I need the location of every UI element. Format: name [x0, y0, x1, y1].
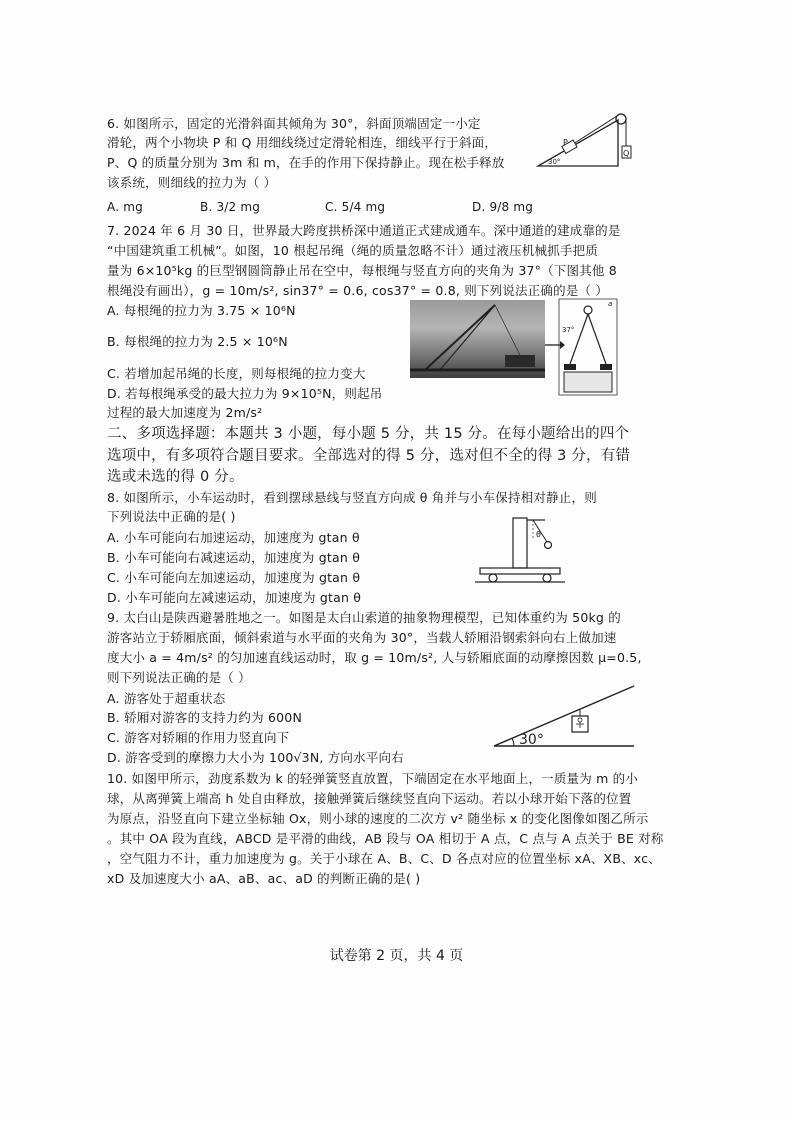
q6-label-p: P — [563, 138, 568, 147]
q6-line-1: 6. 如图所示，固定的光滑斜面其倾角为 30°，斜面顶端固定一小定 — [107, 116, 481, 131]
q6-option-d: D. 9/8 mg — [472, 200, 534, 214]
q6-line-3: P、Q 的质量分别为 3m 和 m，在手的作用下保持静止。现在松手释放 — [107, 155, 505, 170]
q7-option-a: A. 每根绳的拉力为 3.75 × 10⁶N — [107, 303, 296, 318]
q8-cart-pendulum-figure — [475, 515, 570, 585]
q7-line-2: “中国建筑重工机械”。如图，10 根起吊绳（绳的质量忽略不计）通过液压机械抓手把质 — [107, 243, 599, 258]
q8-line-2: 下列说法中正确的是( ) — [107, 509, 236, 524]
q7-angle-label: 37° — [562, 326, 575, 334]
q7-option-b: B. 每根绳的拉力为 2.5 × 10⁶N — [107, 334, 288, 349]
q8-option-d: D. 小车可能向左减速运动，加速度为 gtan θ — [107, 590, 362, 605]
q6-option-b: B. 3/2 mg — [200, 200, 261, 214]
q10-line-5: ，空气阻力不计，重力加速度为 g。关于小球在 A、B、C、D 各点对应的位置坐标 xA、XB、xc、 — [107, 851, 661, 866]
q8-option-b: B. 小车可能向右减速运动，加速度为 gtan θ — [107, 550, 361, 565]
q9-option-d: D. 游客受到的摩擦力大小为 100√3N, 方向水平向右 — [107, 750, 404, 765]
q7-line-3: 量为 6×10⁵kg 的巨型钢圆筒静止吊在空中，每根绳与竖直方向的夹角为 37°（下图其他 8 — [107, 263, 617, 278]
q7-line-1: 7. 2024 年 6 月 30 日，世界最大跨度拱桥深中通道正式建成通车。深中通道的建成靠的是 — [107, 223, 621, 238]
section2-line-2: 选项中，有多项符合题目要求。全部选对的得 5 分，选对但不全的得 3 分，有错 — [107, 448, 631, 464]
q7-line-4: 根绳没有画出），g = 10m/s², sin37° = 0.6, cos37° = 0.8, 则下列说法正确的是（ ） — [107, 283, 609, 298]
q9-option-b: B. 轿厢对游客的支持力约为 600N — [107, 710, 303, 725]
q7-option-c: C. 若增加起吊绳的长度，则每根绳的拉力变大 — [107, 366, 366, 381]
q9-line-2: 游客站立于轿厢底面，倾斜索道与水平面的夹角为 30°，当载人轿厢沿钢索斜向右上做加速 — [107, 630, 617, 645]
q8-line-1: 8. 如图所示，小车运动时，看到摆球悬线与竖直方向成 θ 角并与小车保持相对静止，则 — [107, 490, 597, 505]
q8-option-c: C. 小车可能向左加速运动，加速度为 gtan θ — [107, 570, 361, 585]
q7-option-d: D. 若每根绳承受的最大拉力为 9×10⁵N，则起吊 — [107, 386, 383, 401]
q9-cable-car-figure — [492, 684, 637, 750]
section2-line-3: 选或未选的得 0 分。 — [107, 469, 244, 485]
q6-line-4: 该系统，则细线的拉力为（ ） — [107, 175, 277, 190]
q6-line-2: 滑轮，两个小物块 P 和 Q 用细线绕过定滑轮相连，细线平行于斜面， — [107, 135, 498, 150]
q6-angle-label: 30° — [548, 158, 561, 166]
q7-option-d-cont: 过程的最大加速度为 2m/s² — [107, 405, 263, 420]
q10-line-2: 球，从离弹簧上端高 h 处自由释放，接触弹簧后继续竖直向下运动。若以小球开始下落的位置 — [107, 791, 632, 806]
q8-option-a: A. 小车可能向右加速运动，加速度为 gtan θ — [107, 530, 360, 545]
page-footer: 试卷第 2 页，共 4 页 — [329, 948, 464, 964]
q6-option-c: C. 5/4 mg — [325, 200, 386, 214]
q9-option-c: C. 游客对轿厢的作用力竖直向下 — [107, 730, 290, 745]
q9-angle-label: 30° — [519, 732, 544, 748]
q8-angle-label: θ — [536, 530, 541, 539]
q10-line-1: 10. 如图甲所示，劲度系数为 k 的轻弹簧竖直放置，下端固定在水平地面上，一质量为 m 的小 — [107, 771, 639, 786]
pulley-icon — [616, 114, 626, 124]
q10-line-6: xD 及加速度大小 aA、aB、ac、aD 的判断正确的是( ) — [107, 871, 421, 886]
q6-incline-pulley-figure — [530, 108, 645, 170]
q10-line-4: 。其中 OA 段为直线，ABCD 是平滑的曲线，AB 段与 OA 相切于 A 点，C 点与 A 点关于 BE 对称 — [107, 831, 664, 846]
q7-sling-diagram — [558, 298, 618, 396]
q7-mark-label: a — [608, 300, 613, 308]
q10-line-3: 为原点，沿竖直向下建立坐标轴 Ox，则小球的速度的二次方 v² 随坐标 x 的变化图像如图乙所示 — [107, 811, 649, 826]
q9-line-4: 则下列说法正确的是（ ） — [107, 670, 251, 685]
q9-line-3: 度大小 a = 4m/s² 的匀加速直线运动时，取 g = 10m/s², 人与轿厢底面的动摩擦因数 μ=0.5, — [107, 650, 642, 665]
q6-option-a: A. mg — [107, 200, 143, 214]
q9-line-1: 9. 太白山是陕西避暑胜地之一。如图是太白山索道的抽象物理模型，已知体重约为 50kg 的 — [107, 610, 621, 625]
q9-option-a: A. 游客处于超重状态 — [107, 691, 226, 706]
q6-label-q: Q — [623, 149, 630, 158]
section2-line-1: 二、多项选择题：本题共 3 小题，每小题 5 分，共 15 分。在每小题给出的四个 — [107, 426, 630, 442]
crane-photo — [410, 300, 545, 378]
